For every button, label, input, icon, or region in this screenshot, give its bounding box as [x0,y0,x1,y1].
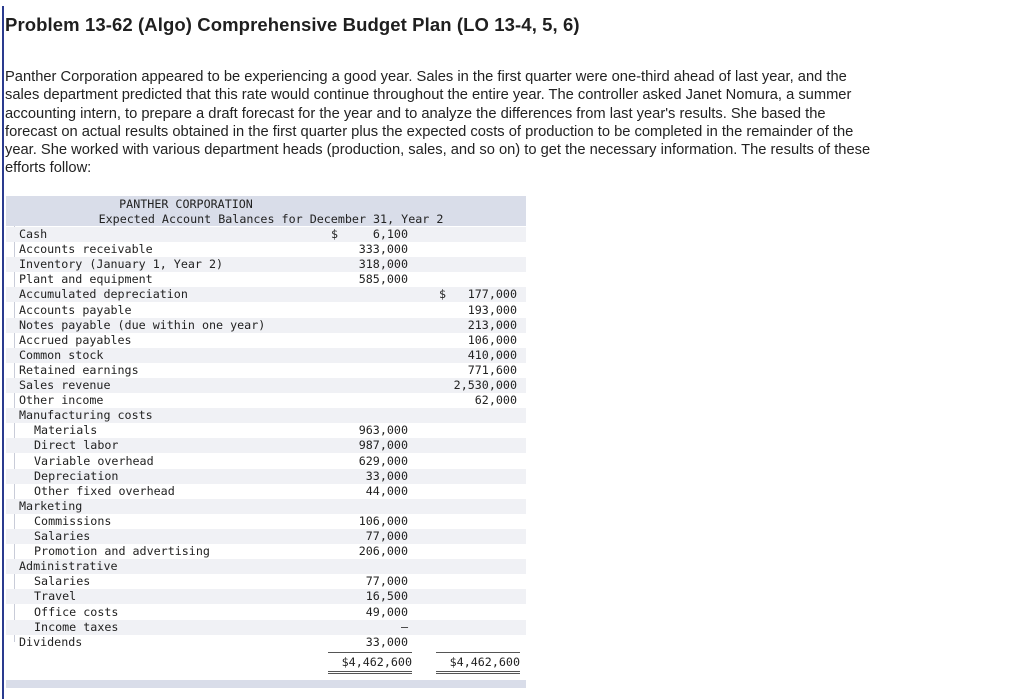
table-row [6,348,526,363]
row-label: Commissions [34,513,112,528]
left-accent-bar [2,6,4,699]
row-label: Retained earnings [19,362,139,377]
debit-value: 963,000 [358,423,408,438]
row-label: Other fixed overhead [34,483,175,498]
row-label: Accounts payable [19,302,132,317]
credit-value: 62,000 [474,393,517,408]
credit-value: 2,530,000 [453,378,517,392]
table-row [6,559,526,574]
row-label: Direct labor [34,438,119,453]
row-label: Plant and equipment [19,272,153,287]
table-row [6,499,526,514]
row-label: Income taxes [34,619,119,634]
table-row [6,303,526,318]
intro-line: efforts follow: [5,160,92,177]
table-row [6,529,526,544]
table-subtitle: Expected Account Balances for December 31, Year 2 [98,212,444,226]
intro-line: year. She worked with various department heads (production, sales, and so on) to get the necessary information. The results of these [5,142,871,159]
table-row [6,635,526,650]
table-row [6,393,526,408]
table-row [6,574,526,589]
row-label: Accounts receivable [19,242,153,257]
intro-line: accounting intern, to prepare a draft forecast for the year and to analyze the differences from last year's results. She based the [5,105,826,122]
intro-line: sales department predicted that this rate would continue throughout the entire year. The controller asked Janet Nomura, a summer [5,87,852,104]
debit-value: 585,000 [358,272,408,287]
credit-value: 106,000 [467,332,517,347]
problem-title: Problem 13-62 (Algo) Comprehensive Budget Plan (LO 13-4, 5, 6) [5,14,580,35]
debit-value: 33,000 [365,634,408,649]
row-label: Promotion and advertising [34,544,210,559]
row-label: Salaries [34,529,91,543]
debit-value: 49,000 [365,604,408,619]
debit-value: 44,000 [365,483,408,498]
table-row [6,454,526,469]
table-row [6,438,526,453]
table-row [6,272,526,287]
debit-value: 206,000 [358,544,408,559]
table-row [6,378,526,393]
row-label: Office costs [34,604,119,619]
table-row [6,423,526,438]
row-label: Variable overhead [34,453,154,468]
row-label: Accrued payables [19,332,132,347]
credit-value: 771,600 [467,362,517,377]
intro-line: Panther Corporation appeared to be experiencing a good year. Sales in the first quarter were one-third ahead of last year, and the [5,69,847,85]
row-label: Depreciation [34,468,119,483]
table-row [6,620,526,635]
row-label: Common stock [19,347,104,362]
table-row [6,589,526,604]
table-row [6,333,526,348]
debit-value: 333,000 [358,242,408,257]
table-row [6,484,526,499]
row-label: Manufacturing costs [19,408,153,423]
row-label: Administrative [19,559,118,574]
row-label: Materials [34,423,98,438]
row-label: Travel [34,589,77,604]
debit-value: 16,500 [365,589,408,604]
table-row [6,363,526,378]
credit-value: 193,000 [467,302,517,317]
debit-dollar-sign: $ [331,227,339,241]
table-row [6,408,526,423]
table-row [6,257,526,272]
table-header [6,196,526,226]
table-footer-bar [6,680,526,688]
debit-value: 318,000 [358,257,408,272]
debit-value: 629,000 [358,453,408,468]
table-row [6,318,526,333]
credit-value: 410,000 [467,347,517,362]
debit-value: – [400,619,408,634]
debit-value: 77,000 [365,574,408,589]
debit-value: 6,100 [372,227,408,241]
row-label: Salaries [34,574,91,589]
credit-dollar-sign: $ [439,287,447,302]
row-label: Notes payable (due within one year) [19,317,266,332]
credit-value: 177,000 [467,287,517,302]
total-credit: $4,462,600 [449,655,520,669]
total-debit-cell [328,652,412,674]
row-label: Other income [19,393,104,408]
credit-value: 213,000 [467,317,517,332]
table-row [6,242,526,257]
debit-value: 77,000 [365,529,408,543]
table-row [6,227,526,242]
row-label: Inventory (January 1, Year 2) [19,257,224,272]
table-row [6,287,526,302]
debit-value: 106,000 [358,513,408,528]
row-label: Sales revenue [19,378,111,392]
table-row [6,605,526,620]
table-row [6,469,526,484]
row-label: Marketing [19,498,83,513]
total-debit: $4,462,600 [341,655,412,669]
row-label: Cash [19,227,48,241]
total-credit-cell [436,652,520,674]
problem-intro [5,68,965,178]
table-row [6,514,526,529]
account-balances-table [6,196,526,690]
intro-line: forecast on actual results obtained in the first quarter plus the expected costs of production to be completed in the remainder of the [5,123,854,140]
table-company-name: PANTHER CORPORATION [119,197,253,211]
debit-value: 987,000 [358,438,408,453]
debit-value: 33,000 [365,468,408,483]
table-row [6,544,526,559]
row-label: Dividends [19,634,83,649]
row-label: Accumulated depreciation [19,287,188,302]
